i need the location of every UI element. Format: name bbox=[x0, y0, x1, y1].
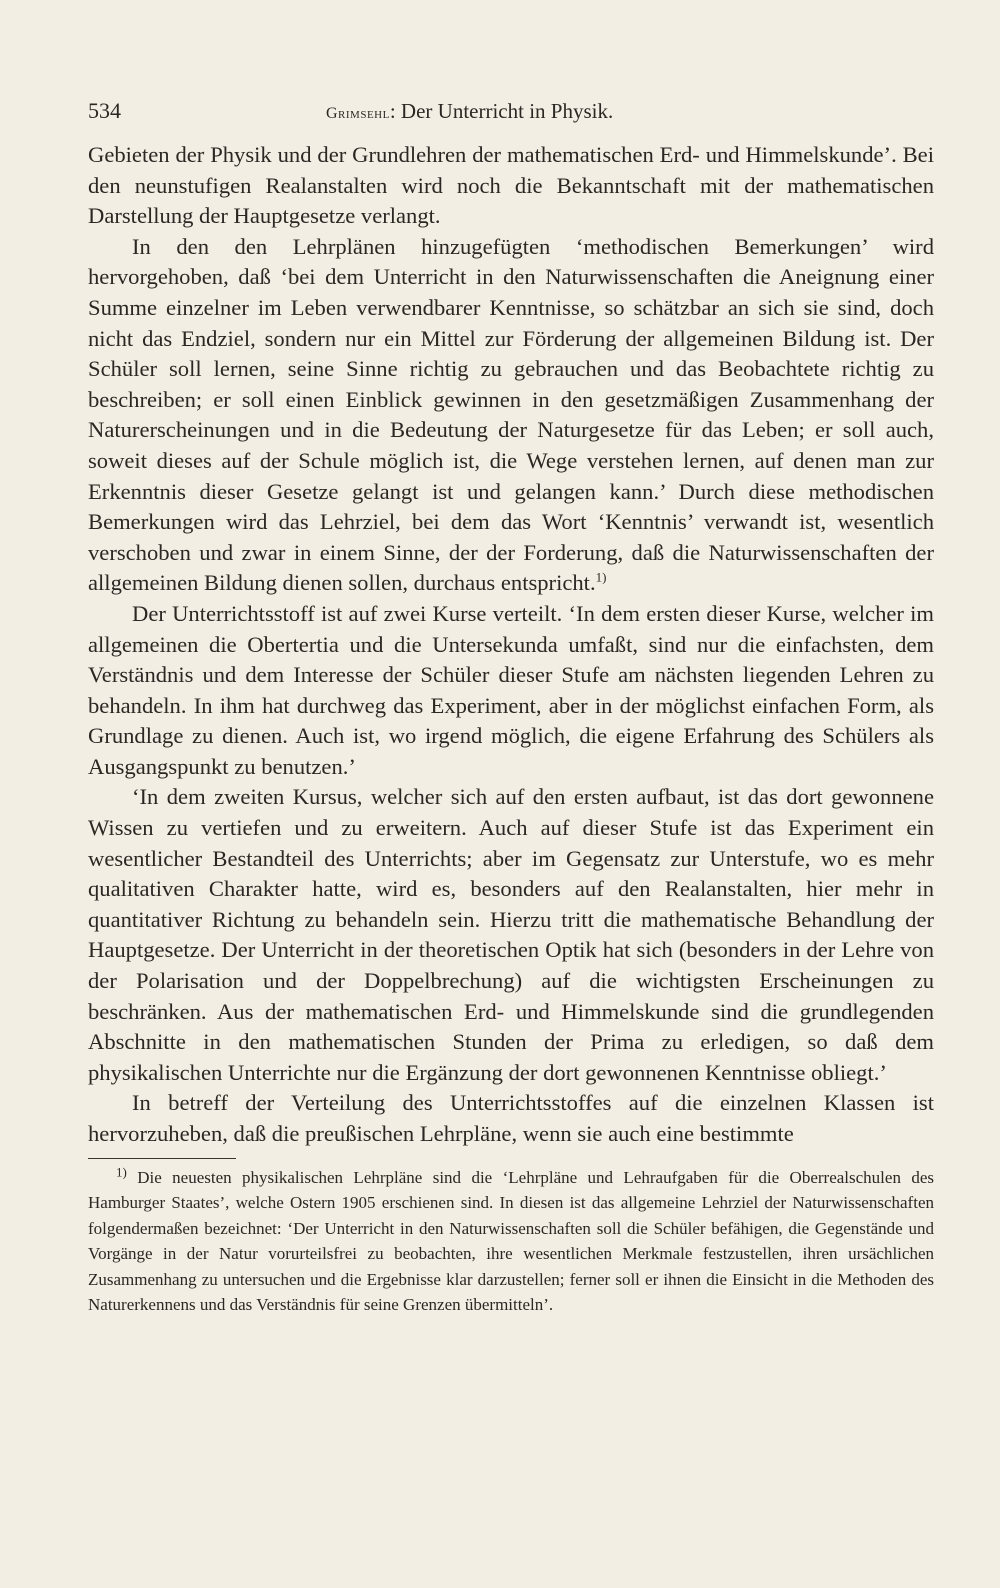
body-text bbox=[88, 140, 934, 1150]
author-name: Grimsehl bbox=[326, 105, 390, 122]
paragraph-5 bbox=[88, 1088, 934, 1149]
paragraph-1 bbox=[88, 140, 934, 232]
footnote-divider bbox=[88, 1158, 236, 1159]
running-title bbox=[238, 99, 934, 124]
page-number: 534 bbox=[88, 98, 121, 123]
book-page bbox=[88, 98, 934, 1318]
paragraph-text: In betreff der Verteilung des Unterrichtsstoffes auf die einzelnen Klassen ist hervorzuheben, daß die preußischen Lehrpläne, wenn sie auch eine bestimmte bbox=[88, 1090, 934, 1146]
paragraph-2 bbox=[88, 232, 934, 599]
footnote-mark: 1) bbox=[116, 1163, 127, 1179]
paragraph-text: ‘In dem zweiten Kursus, welcher sich auf den ersten aufbaut, ist das dort gewonnene Wissen zu vertiefen und zu erweitern. Auch auf dieser Stufe ist das Experiment ein wesentlicher Bestandteil des Unterrichts; aber im Gegensatz zur Unterstufe, wo es mehr qualitativen Charakter hatte, wird es, besonders auf den Realanstalten, hier mehr in quantitativer Richtung zu behandeln sein. Hierzu tritt die mathematische Behandlung der Hauptgesetze. Der Unterricht in der theoretischen Optik hat sich (besonders in der Lehre von der Polarisation und der Doppelbrechung) auf die wichtigsten Erscheinungen zu beschränken. Aus der mathematischen Erd- und Himmelskunde sind die grundlegenden Abschnitte in den mathematischen Stunden der Prima zu erledigen, so daß dem physikalischen Unterrichte nur die Ergänzung der dort gewonnenen Kenntnisse obliegt.’ bbox=[88, 784, 934, 1085]
footnote bbox=[88, 1165, 934, 1318]
book-title: : Der Unterricht in Physik. bbox=[389, 99, 614, 123]
footnote-text: Die neuesten physikalischen Lehrpläne sind die ‘Lehrpläne und Lehraufgaben für die Oberrealschulen des Hamburger Staates’, welche Ostern 1905 erschienen sind. In diesen ist das allgemeine Lehrziel der Naturwissenschaften folgendermaßen bezeichnet: ‘Der Unterricht in den Naturwissenschaften soll die Schüler befähigen, die Gegenstände und Vorgänge in der Natur vorurteilsfrei zu beobachten, ihre wesentlichen Merkmale festzustellen, ihren ursächlichen Zusammenhang zu untersuchen und die Ergebnisse klar darzustellen; ferner soll er ihnen die Einsicht in die Methoden des Naturerkennens und das Verständnis für seine Grenzen übermitteln’. bbox=[88, 1167, 934, 1315]
footnote-reference[interactable]: 1) bbox=[595, 569, 607, 585]
paragraph-3 bbox=[88, 599, 934, 783]
paragraph-text: Gebieten der Physik und der Grundlehren der mathematischen Erd- und Himmelskunde’. Bei den neunstufigen Realanstalten wird noch die Bekanntschaft mit der mathematischen Darstellung der Hauptgesetze verlangt. bbox=[88, 142, 934, 229]
paragraph-4 bbox=[88, 782, 934, 1088]
paragraph-text: In den den Lehrplänen hinzugefügten ‘methodischen Bemerkungen’ wird hervorgehoben, daß ‘bei dem Unterricht in den Naturwissenschaften die Aneignung einer Summe einzelner im Leben verwendbarer Kenntnisse, so schätzbar an sich sie sind, doch nicht das Endziel, sondern nur ein Mittel zur Förderung der allgemeinen Bildung ist. Der Schüler soll lernen, seine Sinne richtig zu gebrauchen und das Beobachtete richtig zu beschreiben; er soll einen Einblick gewinnen in den gesetzmäßigen Zusammenhang der Naturerscheinungen und in die Bedeutung der Naturgesetze für das Leben; er soll auch, soweit dieses auf der Schule möglich ist, die Wege verstehen lernen, auf denen man zur Erkenntnis dieser Gesetze gelangt ist und gelangen kann.’ Durch diese methodischen Bemerkungen wird das Lehrziel, bei dem das Wort ‘Kenntnis’ verwandt ist, wesentlich verschoben und zwar in einem Sinne, der der Forderung, daß die Naturwissenschaften der allgemeinen Bildung dienen sollen, durchaus entspricht. bbox=[88, 233, 934, 596]
running-header bbox=[88, 98, 934, 134]
paragraph-text: Der Unterrichtsstoff ist auf zwei Kurse verteilt. ‘In dem ersten dieser Kurse, welcher im allgemeinen die Obertertia und die Untersekunda umfaßt, sind nur die einfachsten, dem Verständnis und dem Interesse der Schüler dieser Stufe am nächsten liegenden Lehren zu behandeln. In ihm hat durchweg das Experiment, aber in der möglichst einfachen Form, als Grundlage zu dienen. Auch ist, wo irgend möglich, die eigene Erfahrung des Schülers als Ausgangspunkt zu benutzen.’ bbox=[88, 600, 934, 779]
